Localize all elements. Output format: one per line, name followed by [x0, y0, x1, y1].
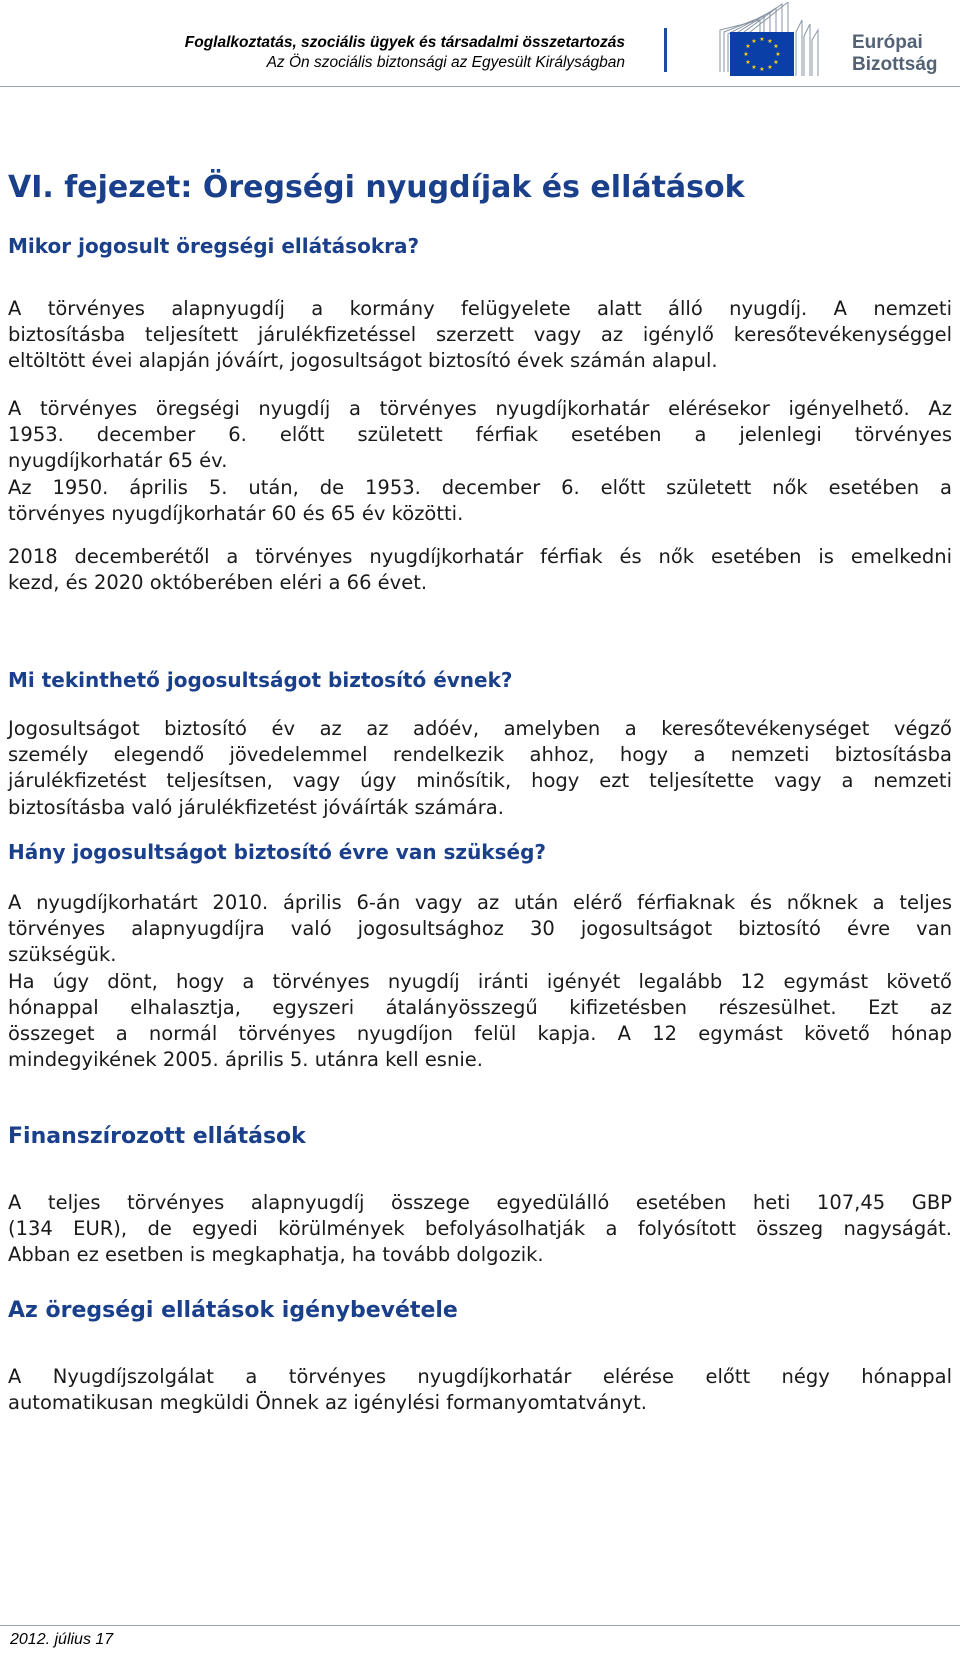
text-line: Jogosultságot biztosító év az az adóév, amelyben a keresőtevékenységet végző — [8, 717, 952, 740]
text-line: törvényes nyugdíjkorhatár 60 és 65 év közötti. — [8, 501, 464, 525]
text-line: járulékfizetést teljesítsen, vagy úgy minősítik, hogy ezt teljesítette vagy a nemzeti — [8, 769, 952, 793]
chapter-title: VI. fejezet: Öregségi nyugdíjak és ellátások — [8, 170, 745, 205]
svg-text:★: ★ — [775, 51, 781, 58]
heading-eligibility: Mikor jogosult öregségi ellátásokra? — [8, 234, 420, 258]
text-line: 1953. december 6. előtt született férfiak esetében a jelenlegi törvényes — [8, 423, 952, 447]
text-line: automatikusan megküldi Önnek az igénylési formanyomtatványt. — [8, 1391, 647, 1415]
text-line: mindegyikének 2005. április 5. utánra kell esnie. — [8, 1048, 483, 1072]
svg-text:★: ★ — [743, 51, 749, 58]
text-line: összeget a normál törvényes nyugdíjon felül kapja. A 12 egymást követő hónap — [8, 1022, 952, 1046]
text-line: biztosításba teljesített járulékfizetéssel szerzett vagy az igénylő keresőtevékenységgel — [8, 323, 952, 347]
svg-text:★: ★ — [759, 66, 765, 73]
text-line: A törvényes öregségi nyugdíj a törvényes nyugdíjkorhatár elérésekor igényelhető. Az — [8, 397, 952, 420]
svg-text:★: ★ — [773, 43, 779, 50]
paragraph-funded-benefits — [8, 1190, 952, 1269]
footer-rule — [0, 1625, 960, 1626]
paragraph-claiming-benefits — [8, 1364, 952, 1416]
svg-text:★: ★ — [745, 59, 751, 66]
heading-claiming-benefits: Az öregségi ellátások igénybevétele — [8, 1298, 458, 1323]
logo-line-1: Európai — [852, 32, 923, 53]
text-line: 2018 decemberétől a törvényes nyugdíjkorhatár férfiak és nők esetében is emelkedni — [8, 545, 952, 568]
paragraph-basic-pension — [8, 296, 952, 375]
svg-text:★: ★ — [773, 59, 779, 66]
text-line: Ha úgy dönt, hogy a törvényes nyugdíj iránti igényét legalább 12 egymást követő — [8, 969, 952, 993]
heading-qualifying-year: Mi tekinthető jogosultságot biztosító évnek? — [8, 668, 513, 692]
text-line: kezd, és 2020 októberében eléri a 66 évet. — [8, 571, 428, 595]
commission-logo-text — [852, 32, 938, 76]
text-line: A Nyugdíjszolgálat a törvényes nyugdíjkorhatár elérése előtt négy hónappal — [8, 1365, 952, 1388]
text-line: nyugdíjkorhatár 65 év. — [8, 449, 228, 473]
header-title: Foglalkoztatás, szociális ügyek és társadalmi összetartozás — [184, 34, 625, 51]
text-line: A teljes törvényes alapnyugdíj összege egyedülálló esetében heti 107,45 GBP — [8, 1191, 952, 1214]
heading-funded-benefits: Finanszírozott ellátások — [8, 1124, 306, 1149]
svg-text:★: ★ — [767, 38, 773, 45]
svg-text:★: ★ — [759, 36, 765, 43]
heading-years-needed: Hány jogosultságot biztosító évre van szükség? — [8, 840, 546, 864]
text-line: hónappal elhalasztja, egyszeri átalányösszegű kifizetésben részesülhet. Ezt az — [8, 995, 952, 1019]
header-separator — [664, 28, 667, 72]
footer-date: 2012. július 17 — [10, 1631, 114, 1648]
text-line: biztosításba való járulékfizetést jóváírták számára. — [8, 795, 504, 819]
text-line: A nyugdíjkorhatárt 2010. április 6-án vagy az után elérő férfiaknak és nőknek a teljes — [8, 891, 952, 914]
text-line: eltöltött évei alapján jóváírt, jogosultságot biztosító évek számán alapul. — [8, 349, 718, 373]
text-line: törvényes alapnyugdíjra való jogosultsághoz 30 jogosultságot biztosító évre van — [8, 917, 952, 941]
text-line: Abban ez esetben is megkaphatja, ha tovább dolgozik. — [8, 1243, 544, 1267]
svg-text:★: ★ — [767, 64, 773, 71]
eu-flag-icon — [730, 32, 794, 76]
paragraph-pension-age — [8, 396, 952, 527]
logo-line-2: Bizottság — [852, 54, 938, 75]
text-line: Az 1950. április 5. után, de 1953. december 6. előtt született nők esetében a — [8, 475, 952, 499]
header-subtitle: Az Ön szociális biztonsági az Egyesült Királyságban — [266, 54, 625, 71]
paragraph-qualifying-year — [8, 716, 952, 821]
text-line: szükségük. — [8, 943, 117, 967]
header-text — [185, 33, 625, 73]
svg-text:★: ★ — [751, 38, 757, 45]
paragraph-age-increase — [8, 544, 952, 596]
text-line: személy elegendő jövedelemmel rendelkezik ahhoz, hogy a nemzeti biztosításba — [8, 743, 952, 767]
svg-text:★: ★ — [751, 64, 757, 71]
svg-text:★: ★ — [745, 43, 751, 50]
paragraph-years-needed — [8, 890, 952, 1073]
header-rule — [0, 86, 960, 87]
text-line: (134 EUR), de egyedi körülmények befolyásolhatják a folyósított összeg nagyságát. — [8, 1217, 952, 1241]
page-header — [0, 0, 960, 88]
text-line: A törvényes alapnyugdíj a kormány felügyelete alatt álló nyugdíj. A nemzeti — [8, 297, 952, 320]
